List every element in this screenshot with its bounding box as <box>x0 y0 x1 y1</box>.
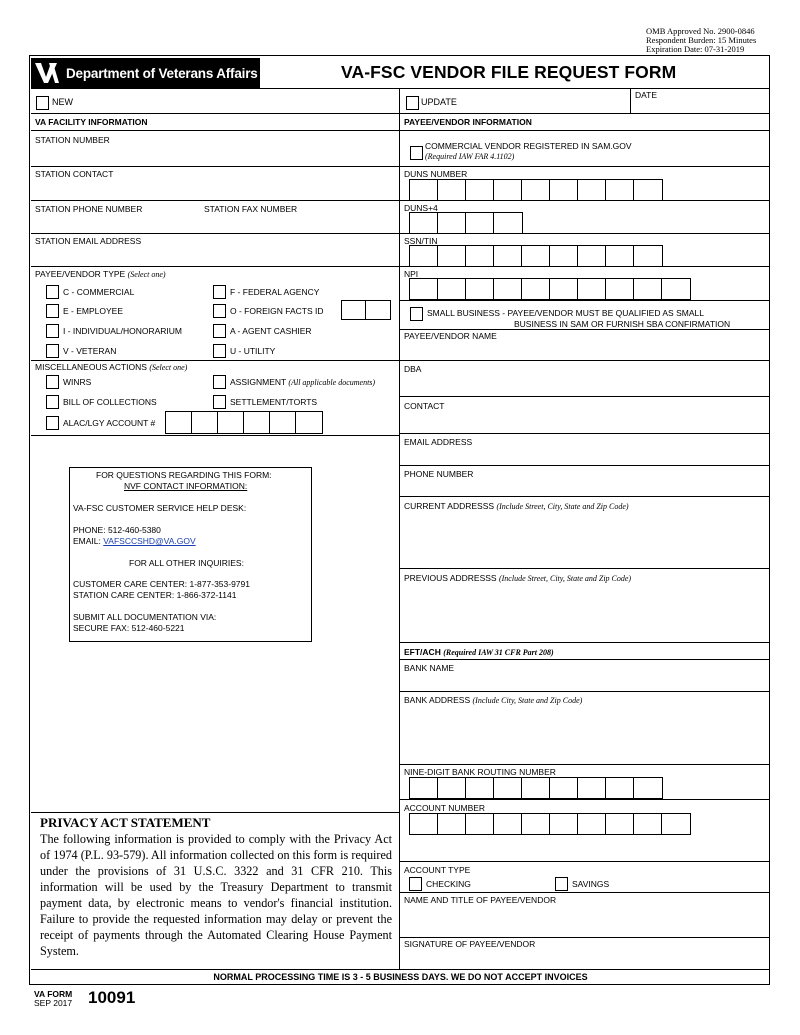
veteran-checkbox[interactable] <box>46 344 59 358</box>
foreign-label: O - FOREIGN FACTS ID <box>230 306 324 316</box>
va-form-label: VA FORM <box>34 989 73 999</box>
agency-banner <box>31 58 260 88</box>
current-address-input[interactable] <box>401 513 768 565</box>
bank-address-input[interactable] <box>401 707 768 762</box>
vendor-name-input[interactable] <box>401 342 768 358</box>
agent-cashier-label: A - AGENT CASHIER <box>230 326 312 336</box>
routing-number-input[interactable] <box>409 777 663 799</box>
phone-input[interactable] <box>401 481 768 494</box>
name-title-input[interactable] <box>401 907 768 935</box>
vendor-type-label: PAYEE/VENDOR TYPE (Select one) <box>35 269 166 279</box>
assignment-checkbox[interactable] <box>213 375 226 389</box>
omb-approved: OMB Approved No. 2900-0846 <box>646 26 755 36</box>
alac-account-input[interactable] <box>165 411 323 434</box>
contact-input[interactable] <box>401 413 768 431</box>
savings-checkbox[interactable] <box>555 877 568 891</box>
dba-label: DBA <box>404 364 422 374</box>
signature-input[interactable] <box>401 951 768 967</box>
individual-label: I - INDIVIDUAL/HONORARIUM <box>63 326 183 336</box>
helpdesk-email-link[interactable]: VAFSCCSHD@VA.GOV <box>103 536 196 546</box>
ssn-tin-input[interactable] <box>409 245 663 267</box>
update-checkbox[interactable] <box>406 96 419 110</box>
small-business-label-2: BUSINESS IN SAM OR FURNISH SBA CONFIRMATION <box>514 319 731 329</box>
agent-cashier-checkbox[interactable] <box>213 324 226 338</box>
new-label: NEW <box>52 97 73 107</box>
previous-address-label: PREVIOUS ADDRESSS (Include Street, City, State and Zip Code) <box>404 573 632 583</box>
bill-of-collections-checkbox[interactable] <box>46 395 59 409</box>
account-number-input[interactable] <box>409 813 691 835</box>
previous-address-input[interactable] <box>401 585 768 639</box>
contact-label: CONTACT <box>404 401 445 411</box>
form-title: VA-FSC VENDOR FILE REQUEST FORM <box>341 62 677 82</box>
eft-ach-label: EFT/ACH (Required IAW 31 CFR Part 208) <box>404 647 554 657</box>
date-label: DATE <box>635 90 658 100</box>
ssn-tin-label: SSN/TIN <box>404 236 438 246</box>
phone-label: PHONE NUMBER <box>404 469 474 479</box>
station-number-input[interactable] <box>32 146 397 164</box>
payee-vendor-section-title: PAYEE/VENDOR INFORMATION <box>404 117 532 127</box>
va-facility-section-title: VA FACILITY INFORMATION <box>35 117 148 127</box>
station-phone-input[interactable] <box>32 215 197 231</box>
utility-label: U - UTILITY <box>230 346 276 356</box>
station-email-label: STATION EMAIL ADDRESS <box>35 236 142 246</box>
duns-label: DUNS NUMBER <box>404 169 468 179</box>
bank-name-input[interactable] <box>401 675 768 689</box>
email-label: EMAIL ADDRESS <box>404 437 473 447</box>
assignment-label: ASSIGNMENT (All applicable documents) <box>230 377 376 387</box>
privacy-text: The following information is provided to comply with the Privacy Act of 1974 (P.L. 93-579). All information collected on this form is required under the provisions of 31 U.S.C. 3322 and 31 CFR 210. This information will be used by the Treasury Department to transmit payment data, by electronic means to vendor's financial institution. Failure to provide the requested information may delay or prevent the receipt of payments through the Automated Clearing House Payment System. <box>40 832 392 958</box>
new-checkbox[interactable] <box>36 96 49 110</box>
station-phone-label: STATION PHONE NUMBER <box>35 204 143 214</box>
foreign-facts-id-input[interactable] <box>341 300 391 320</box>
signature-label: SIGNATURE OF PAYEE/VENDOR <box>404 939 536 949</box>
omb-info <box>646 27 756 54</box>
agency-name: Department of Veterans Affairs <box>66 66 258 81</box>
commercial-sam-checkbox[interactable] <box>410 146 423 160</box>
bank-address-label: BANK ADDRESS (Include City, State and Zip Code) <box>404 695 583 705</box>
form-number: 10091 <box>88 988 136 1007</box>
routing-number-label: NINE-DIGIT BANK ROUTING NUMBER <box>404 767 556 777</box>
helpdesk-heading: VA-FSC CUSTOMER SERVICE HELP DESK: <box>73 503 247 513</box>
federal-agency-checkbox[interactable] <box>213 285 226 299</box>
employee-label: E - EMPLOYEE <box>63 306 123 316</box>
privacy-title: PRIVACY ACT STATEMENT <box>40 815 211 830</box>
form-date: SEP 2017 <box>34 998 73 1008</box>
email-input[interactable] <box>401 449 768 463</box>
station-fax-input[interactable] <box>202 215 397 231</box>
duns4-label: DUNS+4 <box>404 203 438 213</box>
va-logo-icon <box>34 60 60 86</box>
checking-label: CHECKING <box>426 879 471 889</box>
small-business-checkbox[interactable] <box>410 307 423 321</box>
processing-notice: NORMAL PROCESSING TIME IS 3 - 5 BUSINESS DAYS. WE DO NOT ACCEPT INVOICES <box>213 972 588 982</box>
station-contact-label: STATION CONTACT <box>35 169 114 179</box>
small-business-label-1: SMALL BUSINESS - PAYEE/VENDOR MUST BE QUALIFIED AS SMALL <box>427 308 704 318</box>
station-number-label: STATION NUMBER <box>35 135 110 145</box>
station-care-phone: STATION CARE CENTER: 1-866-372-1141 <box>73 590 237 600</box>
foreign-checkbox[interactable] <box>213 304 226 318</box>
omb-burden: Respondent Burden: 15 Minutes <box>646 35 757 45</box>
update-label: UPDATE <box>421 97 457 107</box>
customer-care-phone: CUSTOMER CARE CENTER: 1-877-353-9791 <box>73 579 250 589</box>
omb-expiration: Expiration Date: 07-31-2019 <box>646 44 745 54</box>
misc-actions-label: MISCELLANEOUS ACTIONS (Select one) <box>35 362 188 372</box>
commercial-checkbox[interactable] <box>46 285 59 299</box>
submit-heading: SUBMIT ALL DOCUMENTATION VIA: <box>73 612 217 622</box>
account-type-label: ACCOUNT TYPE <box>404 865 471 875</box>
station-fax-label: STATION FAX NUMBER <box>204 204 298 214</box>
questions-heading: FOR QUESTIONS REGARDING THIS FORM: <box>96 470 272 480</box>
helpdesk-phone: PHONE: 512-460-5380 <box>73 525 161 535</box>
account-number-label: ACCOUNT NUMBER <box>404 803 486 813</box>
duns4-input[interactable] <box>409 212 523 234</box>
station-email-input[interactable] <box>32 247 397 263</box>
commercial-label: C - COMMERCIAL <box>63 287 135 297</box>
bill-of-collections-label: BILL OF COLLECTIONS <box>63 397 157 407</box>
helpdesk-email: EMAIL: VAFSCCSHD@VA.GOV <box>73 536 196 546</box>
other-inquiries-heading: FOR ALL OTHER INQUIRIES: <box>129 558 244 568</box>
savings-label: SAVINGS <box>572 879 610 889</box>
veteran-label: V - VETERAN <box>63 346 117 356</box>
employee-checkbox[interactable] <box>46 304 59 318</box>
dba-input[interactable] <box>401 376 768 394</box>
secure-fax: SECURE FAX: 512-460-5221 <box>73 623 185 633</box>
utility-checkbox[interactable] <box>213 344 226 358</box>
vendor-name-label: PAYEE/VENDOR NAME <box>404 331 497 341</box>
commercial-sam-label: COMMERCIAL VENDOR REGISTERED IN SAM.GOV <box>425 141 632 151</box>
checking-checkbox[interactable] <box>409 877 422 891</box>
current-address-label: CURRENT ADDRESSS (Include Street, City, State and Zip Code) <box>404 501 629 511</box>
winrs-label: WINRS <box>63 377 92 387</box>
npi-label: NPI <box>404 269 419 279</box>
alac-checkbox[interactable] <box>46 416 59 430</box>
name-title-label: NAME AND TITLE OF PAYEE/VENDOR <box>404 895 557 905</box>
form-id <box>34 990 72 1008</box>
alac-label: ALAC/LGY ACCOUNT # <box>63 418 156 428</box>
settlement-torts-label: SETTLEMENT/TORTS <box>230 397 318 407</box>
commercial-sam-note: (Required IAW FAR 4.1102) <box>425 152 515 161</box>
settlement-torts-checkbox[interactable] <box>213 395 226 409</box>
federal-agency-label: F - FEDERAL AGENCY <box>230 287 320 297</box>
station-contact-input[interactable] <box>32 180 397 198</box>
duns-input[interactable] <box>409 179 663 201</box>
bank-name-label: BANK NAME <box>404 663 455 673</box>
individual-checkbox[interactable] <box>46 324 59 338</box>
nvf-heading: NVF CONTACT INFORMATION: <box>124 481 248 491</box>
npi-input[interactable] <box>409 278 691 300</box>
winrs-checkbox[interactable] <box>46 375 59 389</box>
date-input[interactable] <box>632 100 768 112</box>
